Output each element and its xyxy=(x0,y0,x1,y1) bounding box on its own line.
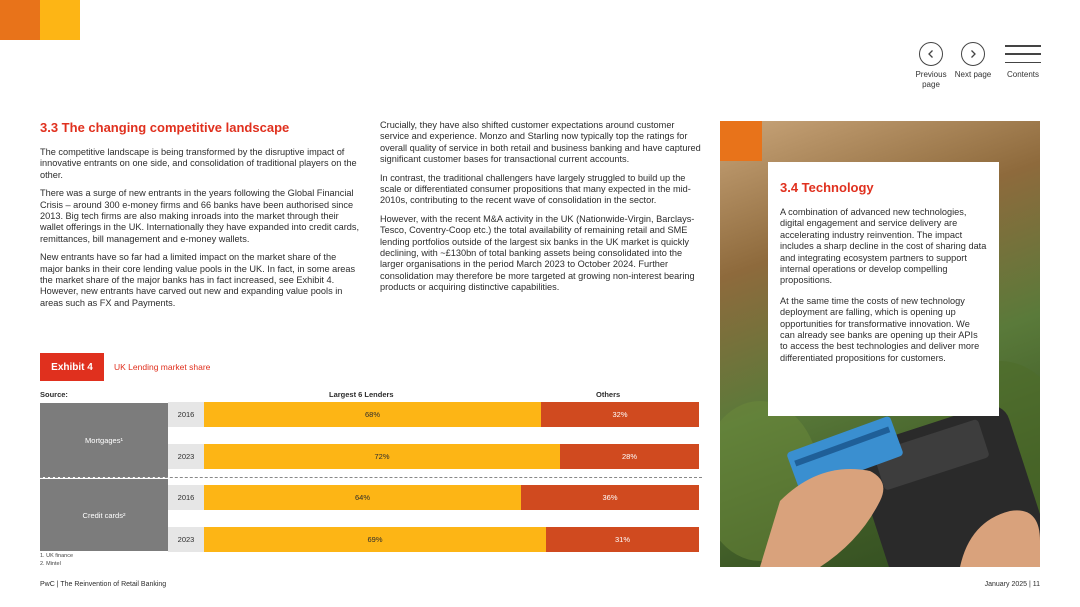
bar-largest-lenders: 72% xyxy=(204,444,560,469)
legend-others: Others xyxy=(596,390,621,399)
bar-largest-lenders: 68% xyxy=(204,402,541,427)
chevron-right-icon xyxy=(961,42,985,66)
year-label: 2023 xyxy=(168,527,204,552)
bar-others: 31% xyxy=(546,527,699,552)
year-label: 2016 xyxy=(168,485,204,510)
paragraph: Crucially, they have also shifted customer expectations around customer service and experience. Monzo and Starling now typically top the ratings for overall quality of service in both retail and business banking and have captured significant customer bases for transactional current accounts. xyxy=(380,120,701,165)
exhibit-label: Exhibit 4 xyxy=(40,353,104,381)
photo-accent-block xyxy=(720,121,762,161)
paragraph: A combination of advanced new technologies, digital engagement and service delivery are accelerating industry reinvention. The impact includes a sharp decline in the cost of sharing data and integrating ecosystem partners to support internal operations or develop compelling propositions. xyxy=(780,207,987,286)
year-label: 2023 xyxy=(168,444,204,469)
paragraph: However, with the recent M&A activity in the UK (Nationwide-Virgin, Barclays-Tesco, Coventry-Coop etc.) the total availability of remaining retail and SME lending portfolios outside of the largest six banks in the UK market is quickly declining, with ~£130bn of total banking assets being consolidated into the larger organisations in the period March 2023 to October 2024. Further consolidation may therefore be more targeted at growing non-interest bearing products or acquiring distinctive capabilities. xyxy=(380,213,695,293)
corner-accent-yellow xyxy=(40,0,80,40)
bar-others: 36% xyxy=(521,485,699,510)
bar-others: 28% xyxy=(560,444,699,469)
section-title: 3.4 Technology xyxy=(780,180,874,195)
next-page-label: Next page xyxy=(954,70,992,79)
menu-icon xyxy=(1005,42,1041,66)
paragraph: In contrast, the traditional challengers have largely struggled to build up the scale or differentiated consumer propositions that many expected in the mid-2010s, contributing to the recent wave of consolidation in the sector. xyxy=(380,172,691,206)
category-divider xyxy=(40,477,702,478)
exhibit-title: UK Lending market share xyxy=(114,362,211,372)
paragraph: New entrants have so far had a limited impact on the market share of the major banks in their core lending value pools in the UK. In fact, in some areas the market share of the major banks has in fact increased, see Exhibit 4. However, new entrants have carved out new and expanding value pools in areas such as FX and Payments. xyxy=(40,252,356,308)
section-title: 3.3 The changing competitive landscape xyxy=(40,120,290,135)
footnote: 1. UK finance xyxy=(40,553,74,559)
footer-publication: PwC | The Reinvention of Retail Banking xyxy=(40,581,167,588)
bar-largest-lenders: 64% xyxy=(204,485,521,510)
paragraph: The competitive landscape is being transformed by the disruptive impact of innovative entrants on one side, and consolidation of traditional players on the other. xyxy=(40,147,357,180)
corner-accent-orange xyxy=(0,0,40,40)
footnote: 2. Mintel xyxy=(40,561,61,567)
section-competitive-landscape-continued xyxy=(380,120,702,301)
contents-label: Contents xyxy=(1006,70,1040,79)
year-label: 2016 xyxy=(168,402,204,427)
chart-source-label: Source: xyxy=(40,390,68,399)
paragraph: At the same time the costs of new technology deployment are falling, which is opening up opportunities for transformative innovation. We can already see banks are opening up their APIs to access the best technologies and deliver more differentiated propositions for customers. xyxy=(780,295,980,363)
footer-page-number: January 2025 | 11 xyxy=(984,581,1040,588)
legend-largest-lenders: Largest 6 Lenders xyxy=(329,390,394,399)
bar-largest-lenders: 69% xyxy=(204,527,546,552)
contents-button[interactable] xyxy=(1000,42,1046,80)
paragraph: There was a surge of new entrants in the years following the Global Financial Crisis – around 300 e-money firms and 66 banks have been authorised since 2013. Big tech firms are also making inroads into the market through their wallet offerings in the UK. Internationally they have expanded into credit cards, remittances, bill management and e-money wallets. xyxy=(40,188,360,244)
bar-others: 32% xyxy=(541,402,699,427)
chevron-left-icon xyxy=(919,42,943,66)
next-page-button[interactable] xyxy=(950,42,996,80)
previous-page-button[interactable] xyxy=(908,42,954,90)
technology-box xyxy=(768,162,999,416)
category-mortgages: Mortgages¹ xyxy=(40,403,168,477)
category-credit-cards: Credit cards² xyxy=(40,479,168,551)
previous-page-label: Previous page xyxy=(915,70,947,89)
section-competitive-landscape xyxy=(40,120,360,316)
